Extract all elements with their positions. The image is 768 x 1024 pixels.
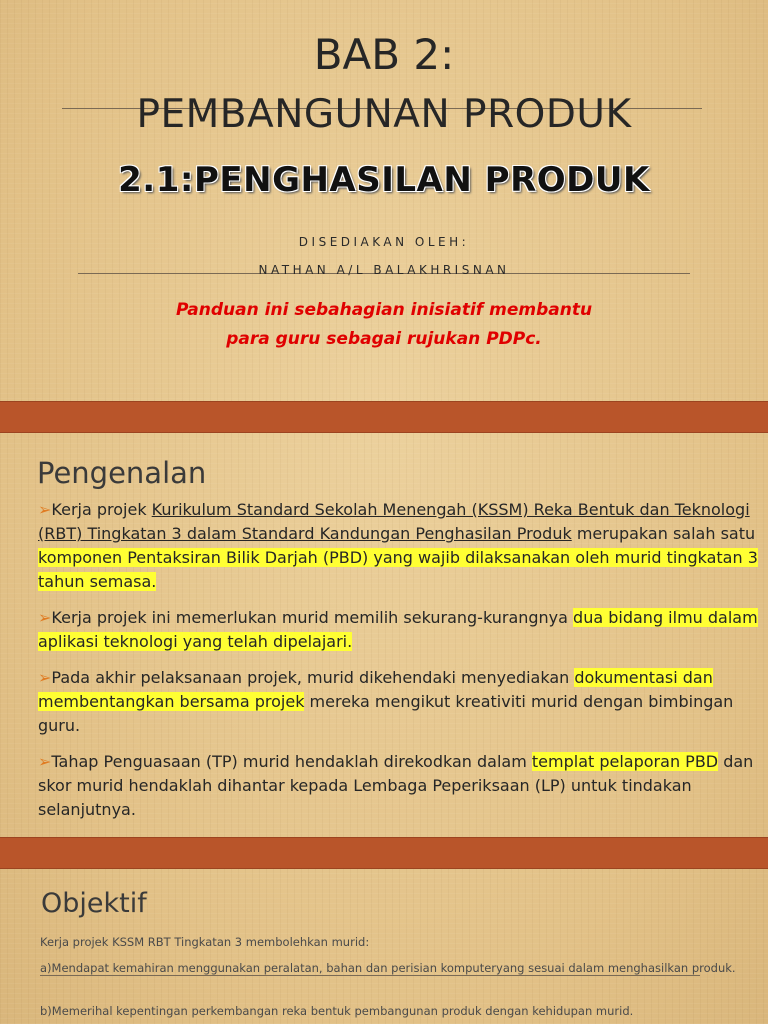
highlighted-text: komponen Pentaksiran Bilik Darjah (PBD) yang wajib dilaksanakan oleh murid tingkatan 3 tahun semasa.: [38, 548, 758, 591]
text-run: Kerja projek: [51, 500, 152, 519]
bullet-arrow-icon: ➢: [38, 668, 52, 687]
author-name: NATHAN A/L BALAKHRISNAN: [258, 263, 510, 277]
intro-paragraph-4: [38, 750, 758, 822]
slide-divider-1: [0, 401, 768, 433]
bullet-arrow-icon: ➢: [38, 608, 52, 627]
objective-intro: Kerja projek KSSM RBT Tingkatan 3 membolehkan murid:: [40, 935, 370, 949]
highlighted-text: templat pelaporan PBD: [531, 752, 719, 771]
intro-paragraph-1: [38, 498, 758, 594]
objective-item-a: a)Mendapat kemahiran menggunakan peralatan, bahan dan perisian komputeryang sesuai dalam menghasilkan produk.: [40, 961, 736, 975]
text-run: Kerja projek ini memerlukan murid memilih sekurang-kurangnya: [51, 608, 574, 627]
introduction-slide: [0, 432, 768, 836]
objective-heading: Objektif: [41, 888, 147, 919]
text-run: merupakan salah satu: [571, 524, 756, 543]
note-line-1: Panduan ini sebahagian inisiatif membantu: [175, 300, 593, 320]
underlined-text: Kurikulum Standard Sekolah Menengah (KSSM) Reka Bentuk dan Teknologi (RBT) Tingkatan 3 dalam Standard Kandungan Penghasilan Produk: [38, 500, 750, 543]
highlighted-text: dokumentasi dan membentangkan bersama projek: [38, 668, 713, 711]
title-line-2: PEMBANGUNAN PRODUK: [136, 92, 632, 137]
bullet-arrow-icon: ➢: [38, 500, 52, 519]
text-run: Tahap Penguasaan (TP) murid hendaklah direkodkan dalam: [51, 752, 532, 771]
note-line-2: para guru sebagai rujukan PDPc.: [226, 329, 542, 349]
text-run: Pada akhir pelaksanaan projek, murid dikehendaki menyediakan: [51, 668, 575, 687]
objective-slide: [0, 862, 768, 1024]
text-run: mereka mengikut kreativiti murid dengan bimbingan guru.: [38, 692, 734, 735]
title-slide: [0, 0, 768, 400]
intro-paragraph-3: [38, 666, 758, 738]
subtitle: 2.1:PENGHASILAN PRODUK: [118, 160, 650, 200]
introduction-heading: Pengenalan: [37, 456, 207, 490]
objective-divider-line: [40, 975, 700, 976]
objective-item-b: b)Memerihal kepentingan perkembangan reka bentuk pembangunan produk dengan kehidupan murid.: [40, 1004, 634, 1018]
highlighted-text: dua bidang ilmu dalam aplikasi teknologi yang telah dipelajari.: [38, 608, 758, 651]
title-line-1: BAB 2:: [313, 30, 455, 79]
bullet-arrow-icon: ➢: [38, 752, 52, 771]
text-run: dan skor murid hendaklah dihantar kepada Lembaga Peperiksaan (LP) untuk tindakan selanjutnya.: [38, 752, 754, 819]
intro-paragraph-2: [38, 606, 758, 654]
prepared-by-label: DISEDIAKAN OLEH:: [298, 235, 470, 249]
